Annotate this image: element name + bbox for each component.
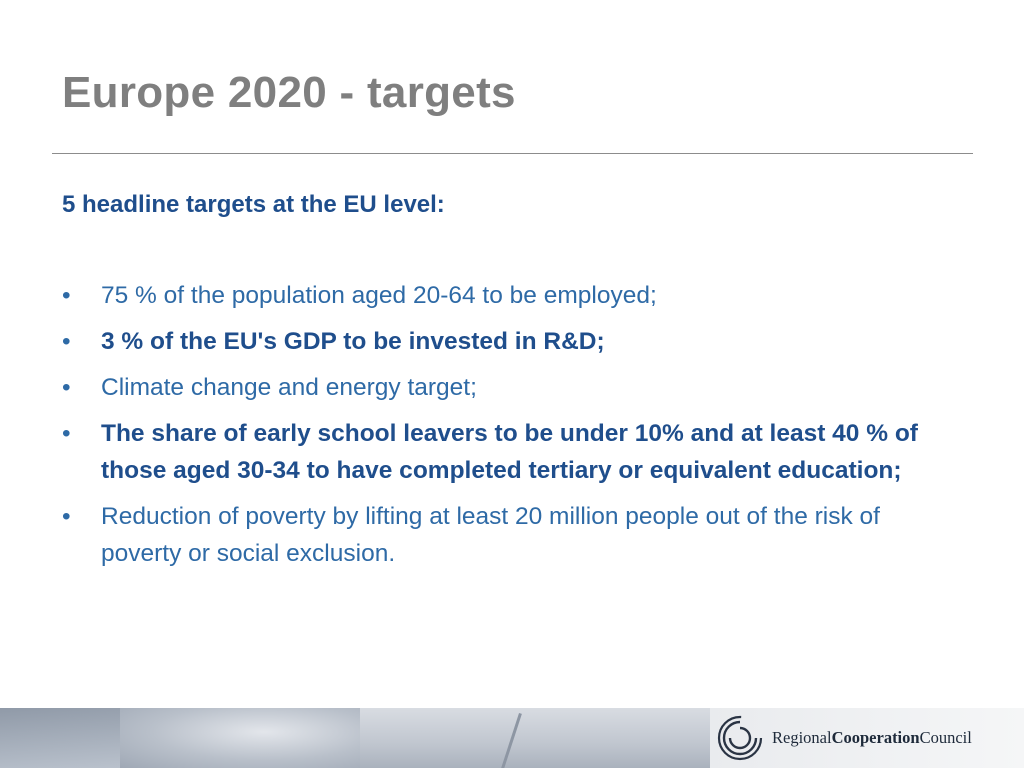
bullet-item [62, 277, 962, 314]
bullet-item [62, 415, 962, 489]
footer-photo [0, 708, 120, 768]
bullet-text: The share of early school leavers to be under 10% and at least 40 % of those aged 30-34 to have completed tertiary or equivalent education; [101, 420, 918, 484]
bullet-icon: • [62, 503, 71, 530]
bullet-list [62, 277, 962, 581]
logo-wordmark: RegionalCooperationCouncil [772, 728, 972, 747]
slide-subheading: 5 headline targets at the EU level: [62, 191, 445, 218]
rcc-logo [716, 713, 1016, 763]
bullet-icon: • [62, 282, 71, 309]
footer-photo [360, 708, 710, 768]
bullet-item [62, 369, 962, 406]
slide-title: Europe 2020 - targets [62, 68, 516, 117]
bullet-text: Climate change and energy target; [101, 374, 477, 401]
title-divider [52, 153, 973, 154]
bullet-icon: • [62, 328, 71, 355]
footer-photo [120, 708, 360, 768]
rcc-swirl-icon [716, 714, 764, 762]
bullet-icon: • [62, 420, 71, 447]
bullet-item [62, 498, 962, 572]
bullet-text: 75 % of the population aged 20-64 to be employed; [101, 282, 657, 309]
bullet-text: Reduction of poverty by lifting at least 20 million people out of the risk of poverty or social exclusion. [101, 503, 880, 567]
bullet-icon: • [62, 374, 71, 401]
bullet-item [62, 323, 962, 360]
bullet-text: 3 % of the EU's GDP to be invested in R&D; [101, 328, 605, 355]
